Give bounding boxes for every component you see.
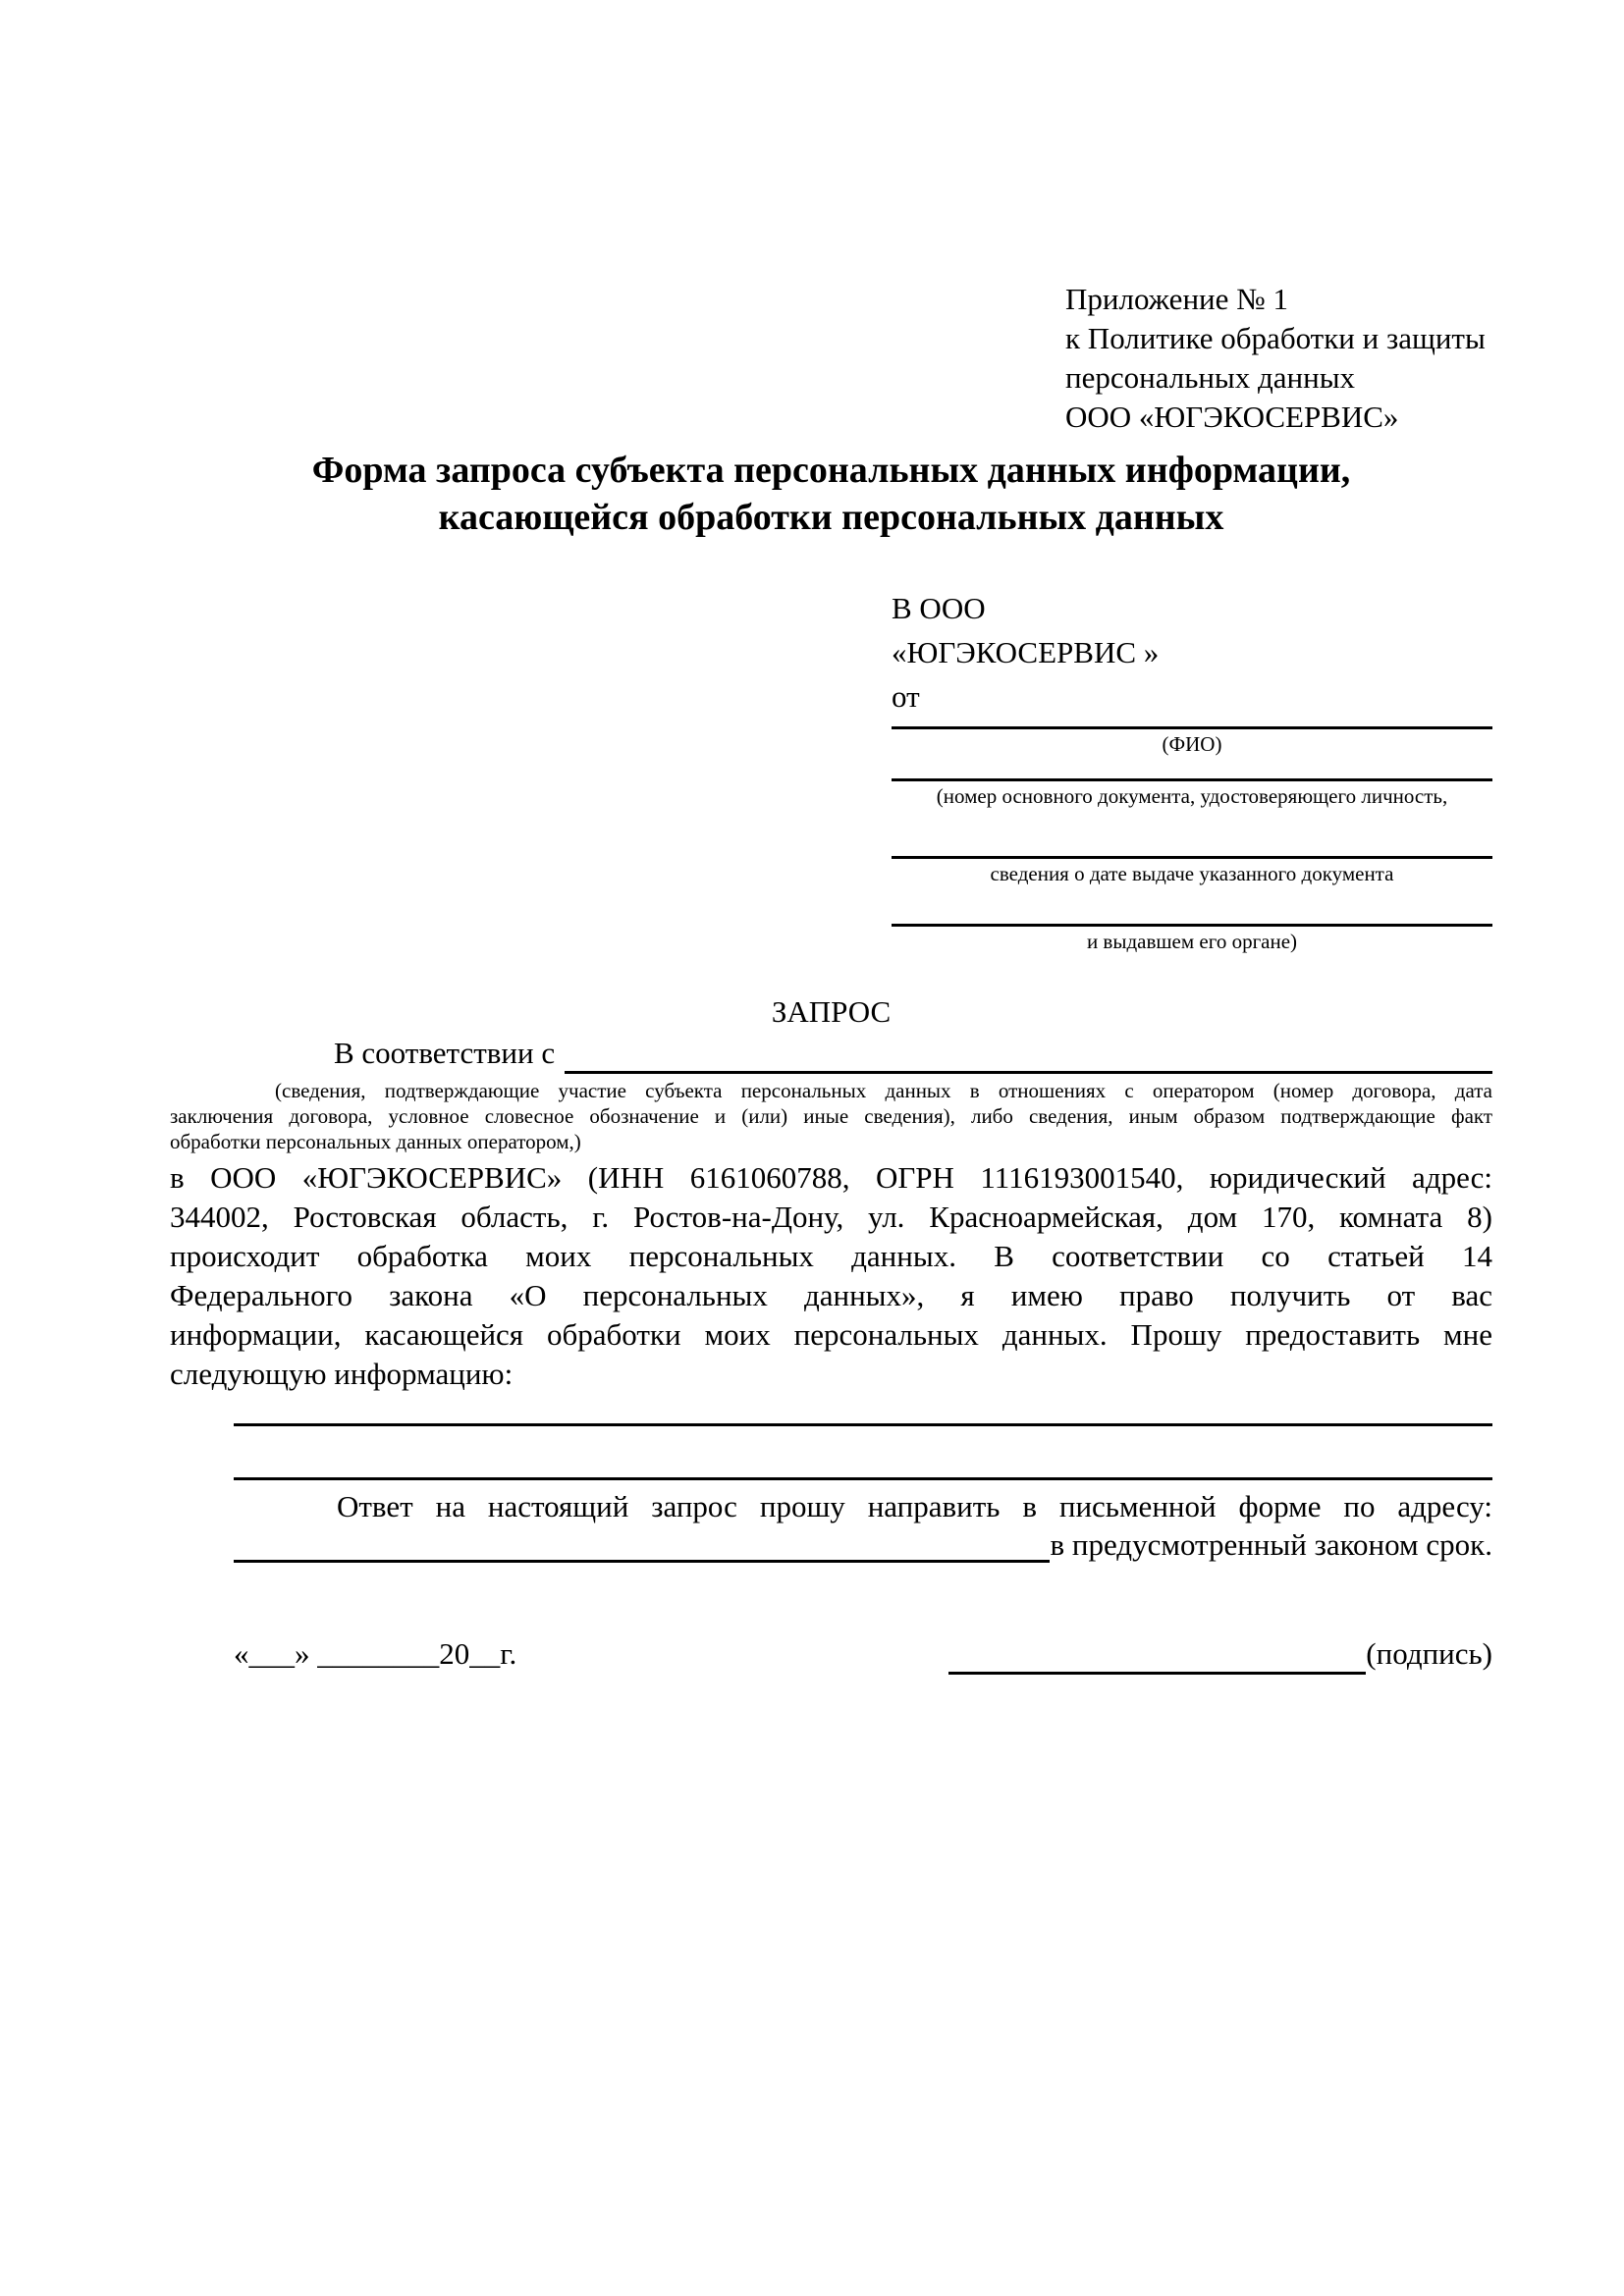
request-body-line: 344002, Ростовская область, г. Ростов-на-Дону, ул. Красноармейская, дом 170, комната 8) <box>170 1200 1492 1234</box>
lead-in-text: В соответствии с <box>334 1036 556 1070</box>
document-title <box>170 447 1492 541</box>
signature-fill-line[interactable] <box>948 1638 1366 1675</box>
address-fill-line[interactable] <box>234 1534 1050 1563</box>
addressee-block <box>892 586 1492 954</box>
addressee-line: от <box>892 679 920 714</box>
basis-fill-line[interactable] <box>565 1036 1492 1074</box>
signature-caption: (подпись) <box>1366 1636 1492 1671</box>
annex-note-line: к Политике обработки и защиты <box>1065 321 1486 355</box>
request-body-line: происходит обработка моих персональных данных. В соответствии со статьей 14 <box>170 1239 1492 1273</box>
document-title-line: Форма запроса субъекта персональных данных информации, <box>311 450 1351 491</box>
fio-caption: (ФИО) <box>1162 732 1222 756</box>
lead-in-caption-line: (сведения, подтверждающие участие субъекта персональных данных в отношениях с оператором (номер договора, дата <box>275 1079 1492 1102</box>
fio-fill-line[interactable] <box>892 719 1492 729</box>
lead-in-caption <box>170 1078 1492 1154</box>
annex-note <box>1065 280 1492 437</box>
information-fill-line-2[interactable] <box>234 1469 1492 1480</box>
request-body-line: информации, касающейся обработки моих персональных данных. Прошу предоставить мне <box>170 1317 1492 1352</box>
lead-in-caption-line: обработки персональных данных оператором,) <box>170 1130 581 1153</box>
request-heading: ЗАПРОС <box>771 994 892 1029</box>
document-title-line: касающейся обработки персональных данных <box>438 497 1224 538</box>
request-body-line: следующую информацию: <box>170 1357 514 1391</box>
date-signature-row <box>170 1633 1492 1675</box>
request-body-line: Федерального закона «О персональных данных», я имею право получить от вас <box>170 1278 1492 1312</box>
annex-note-line: персональных данных <box>1065 360 1356 395</box>
signature-area <box>948 1633 1492 1675</box>
annex-note-line: Приложение № 1 <box>1065 282 1288 316</box>
addressee-line: «ЮГЭКОСЕРВИС » <box>892 635 1160 669</box>
lead-in-row <box>170 1033 1492 1074</box>
request-body-line: в ООО «ЮГЭКОСЕРВИС» (ИНН 6161060788, ОГРН 1116193001540, юридический адрес: <box>170 1160 1492 1195</box>
response-request-line: Ответ на настоящий запрос прошу направить в письменной форме по адресу: <box>337 1489 1492 1523</box>
date-fill-text[interactable]: «___» ________20__г. <box>234 1636 517 1671</box>
information-fill-line-1[interactable] <box>234 1415 1492 1426</box>
lead-in-caption-line: заключения договора, условное словесное обозначение и (или) иные сведения), либо сведения, иным образом подтверждающие факт <box>170 1104 1492 1128</box>
issue-date-fill-line[interactable] <box>892 809 1492 859</box>
document-number-caption: (номер основного документа, удостоверяющего личность, <box>936 784 1448 808</box>
issuing-authority-caption: и выдавшем его органе) <box>1086 930 1298 953</box>
issue-date-caption: сведения о дате выдаче указанного документа <box>990 862 1394 885</box>
annex-note-line: ООО «ЮГЭКОСЕРВИС» <box>1065 400 1399 434</box>
issuing-authority-fill-line[interactable] <box>892 886 1492 927</box>
response-address-row <box>170 1527 1492 1563</box>
addressee-line: В ООО <box>892 591 986 625</box>
deadline-text: в предусмотренный законом срок. <box>1050 1527 1492 1562</box>
document-number-fill-line[interactable] <box>892 757 1492 781</box>
request-body <box>170 1158 1492 1394</box>
